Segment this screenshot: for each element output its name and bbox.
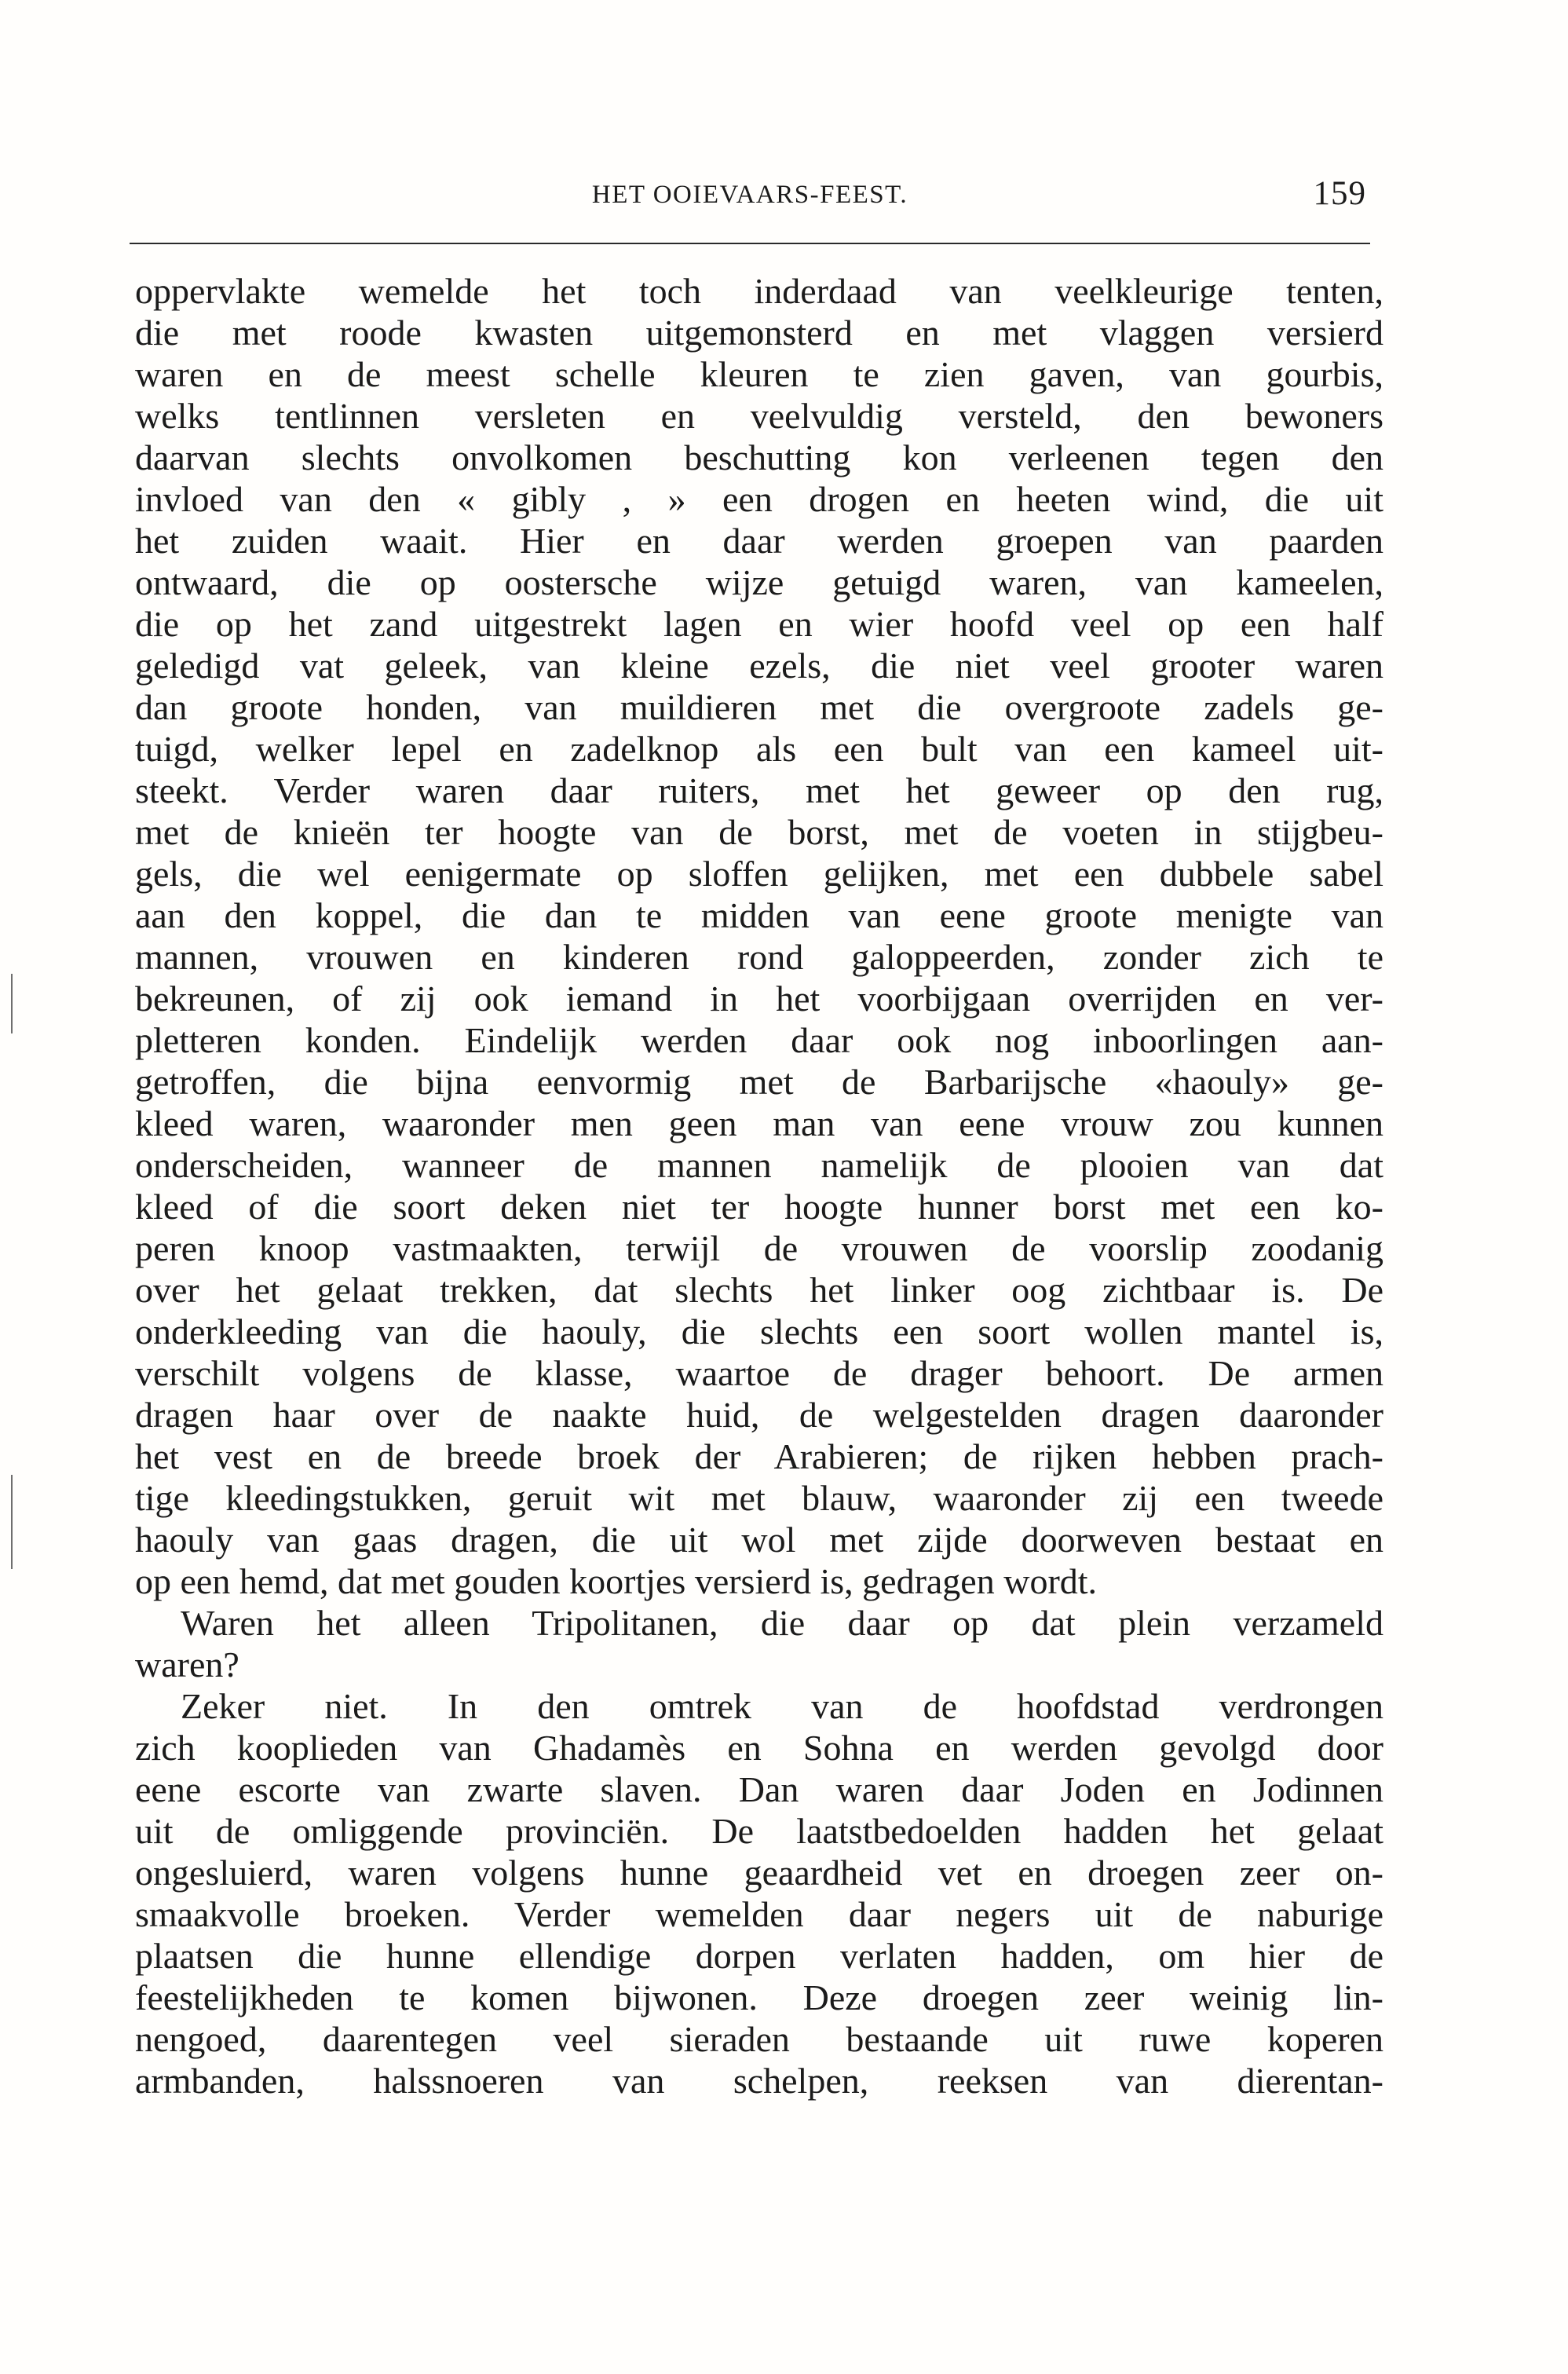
- text-line: kleed waren, waaronder men geen man van eene vrouw zou kunnen: [135, 1103, 1383, 1143]
- text-line: op een hemd, dat met gouden koortjes versierd is, gedragen wordt.: [135, 1561, 1098, 1601]
- text-line: kleed of die soort deken niet ter hoogte hunner borst met een ko-: [135, 1187, 1383, 1227]
- text-line: uit de omliggende provinciën. De laatstbedoelden hadden het gelaat: [135, 1811, 1383, 1851]
- text-line: tige kleedingstukken, geruit wit met blauw, waaronder zij een tweede: [135, 1478, 1383, 1518]
- text-line: feestelijkheden te komen bijwonen. Deze droegen zeer weinig lin-: [135, 1977, 1383, 2017]
- text-line: die op het zand uitgestrekt lagen en wier hoofd veel op een half: [135, 604, 1383, 644]
- text-line: ontwaard, die op oostersche wijze getuigd waren, van kameelen,: [135, 562, 1383, 602]
- running-head: [133, 174, 1366, 221]
- text-line: zich kooplieden van Ghadamès en Sohna en werden gevolgd door: [135, 1728, 1383, 1768]
- text-line: Waren het alleen Tripolitanen, die daar op dat plein verzameld: [181, 1603, 1383, 1643]
- text-line: Zeker niet. In den omtrek van de hoofdstad verdrongen: [181, 1686, 1383, 1726]
- text-line: nengoed, daarentegen veel sieraden bestaande uit ruwe koperen: [135, 2019, 1383, 2059]
- text-line: invloed van den « gibly , » een drogen en heeten wind, die uit: [135, 479, 1383, 519]
- text-line: gels, die wel eenigermate op sloffen gelijken, met een dubbele sabel: [135, 854, 1383, 894]
- text-line: armbanden, halssnoeren van schelpen, reeksen van dierentan-: [135, 2061, 1383, 2101]
- text-line: steekt. Verder waren daar ruiters, met het geweer op den rug,: [135, 770, 1383, 810]
- margin-mark: [11, 974, 13, 1033]
- text-line: onderscheiden, wanneer de mannen namelijk de plooien van dat: [135, 1145, 1383, 1185]
- text-line: bekreunen, of zij ook iemand in het voorbijgaan overrijden en ver-: [135, 978, 1383, 1019]
- running-title: HET OOIEVAARS-FEEST.: [591, 181, 908, 209]
- text-line: waren?: [135, 1644, 239, 1684]
- text-line: tuigd, welker lepel en zadelknop als een bult van een kameel uit-: [135, 729, 1383, 769]
- text-line: oppervlakte wemelde het toch inderdaad van veelkleurige tenten,: [135, 271, 1383, 311]
- text-line: getroffen, die bijna eenvormig met de Barbarijsche «haouly» ge-: [135, 1062, 1383, 1102]
- page-number: 159: [1313, 175, 1366, 212]
- text-line: eene escorte van zwarte slaven. Dan waren daar Joden en Jodinnen: [135, 1769, 1383, 1809]
- text-line: daarvan slechts onvolkomen beschutting kon verleenen tegen den: [135, 437, 1383, 477]
- text-line: dan groote honden, van muildieren met die overgroote zadels ge-: [135, 687, 1383, 727]
- text-line: verschilt volgens de klasse, waartoe de drager behoort. De armen: [135, 1353, 1383, 1393]
- text-line: welks tentlinnen versleten en veelvuldig versteld, den bewoners: [135, 396, 1383, 436]
- margin-mark: [11, 1475, 13, 1569]
- text-line: haouly van gaas dragen, die uit wol met zijde doorweven bestaat en: [135, 1520, 1383, 1560]
- body-text: [135, 270, 1383, 2101]
- text-line: die met roode kwasten uitgemonsterd en met vlaggen versierd: [135, 313, 1383, 353]
- text-line: plaatsen die hunne ellendige dorpen verlaten hadden, om hier de: [135, 1936, 1383, 1976]
- text-line: over het gelaat trekken, dat slechts het linker oog zichtbaar is. De: [135, 1270, 1383, 1310]
- text-line: mannen, vrouwen en kinderen rond galoppeerden, zonder zich te: [135, 937, 1383, 977]
- text-line: smaakvolle broeken. Verder wemelden daar negers uit de naburige: [135, 1894, 1383, 1934]
- text-line: peren knoop vastmaakten, terwijl de vrouwen de voorslip zoodanig: [135, 1228, 1383, 1268]
- text-line: onderkleeding van die haouly, die slechts een soort wollen mantel is,: [135, 1311, 1383, 1352]
- text-line: pletteren konden. Eindelijk werden daar ook nog inboorlingen aan-: [135, 1020, 1383, 1060]
- text-line: waren en de meest schelle kleuren te zien gaven, van gourbis,: [135, 354, 1383, 394]
- text-line: geledigd vat geleek, van kleine ezels, die niet veel grooter waren: [135, 646, 1383, 686]
- text-line: ongesluierd, waren volgens hunne geaardheid vet en droegen zeer on-: [135, 1853, 1383, 1893]
- text-line: dragen haar over de naakte huid, de welgestelden dragen daaronder: [135, 1395, 1383, 1435]
- text-line: het vest en de breede broek der Arabieren; de rijken hebben prach-: [135, 1436, 1383, 1476]
- header-rule: [130, 243, 1370, 244]
- text-line: met de knieën ter hoogte van de borst, met de voeten in stijgbeu-: [135, 812, 1383, 852]
- text-line: aan den koppel, die dan te midden van eene groote menigte van: [135, 895, 1383, 935]
- text-line: het zuiden waait. Hier en daar werden groepen van paarden: [135, 521, 1383, 561]
